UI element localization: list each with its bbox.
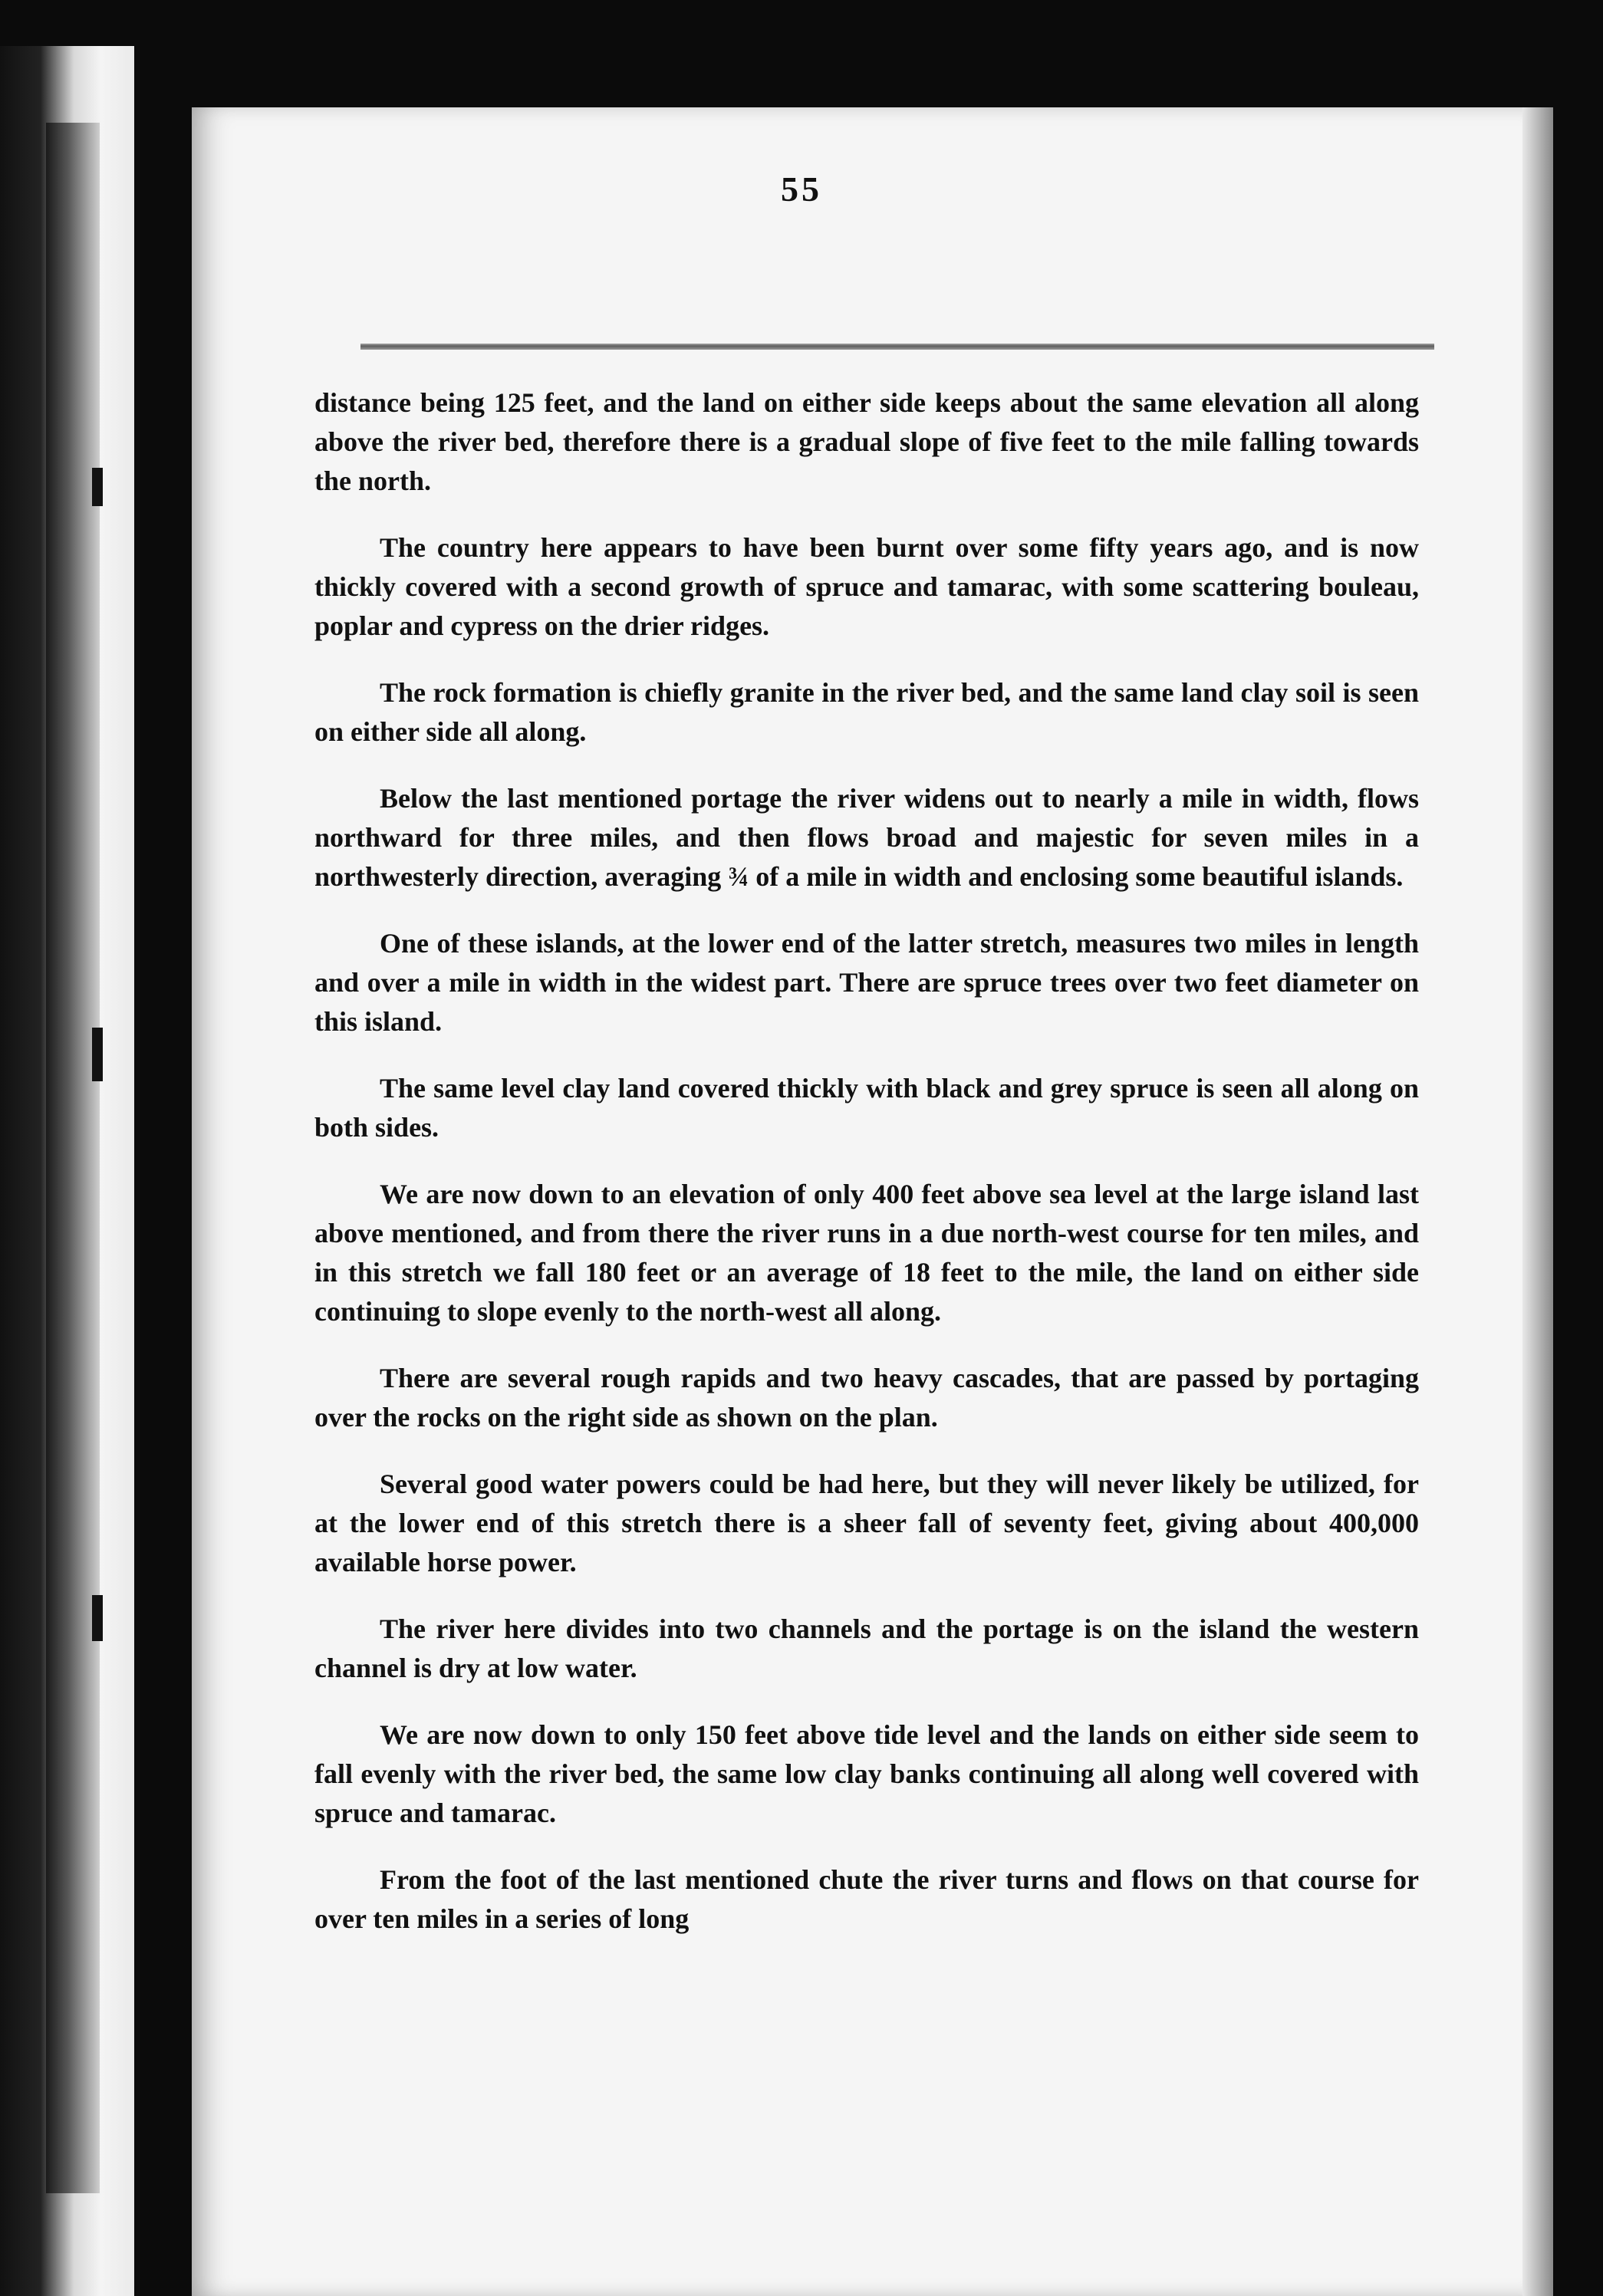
adjacent-page-edge	[46, 123, 100, 2193]
margin-mark	[92, 1595, 103, 1641]
paragraph: We are now down to only 150 feet above tide level and the lands on either side seem to fall evenly with the river bed, the same low clay banks continuing all along well covered with spruce and tamarac.	[314, 1719, 1419, 1828]
body-text	[314, 383, 1419, 1966]
margin-mark	[92, 1028, 103, 1081]
header-rule	[360, 344, 1434, 350]
page-number: 55	[781, 169, 822, 209]
paragraph: Several good water powers could be had here, but they will never likely be utilized, for at the lower end of this stretch there is a sheer fall of seventy feet, giving about 400,000 available horse power.	[314, 1469, 1419, 1577]
page-right-shadow	[1522, 107, 1553, 2296]
paragraph: We are now down to an elevation of only 400 feet above sea level at the large island last above mentioned, and from there the river runs in a due north-west course for ten miles, and in this stretch we fall 180 feet or an average of 18 feet to the mile, the land on either side continuing to slope evenly to the north-west all along.	[314, 1179, 1419, 1327]
paragraph: There are several rough rapids and two heavy cascades, that are passed by portaging over the rocks on the right side as shown on the plan.	[314, 1363, 1419, 1433]
paragraph: One of these islands, at the lower end of the latter stretch, measures two miles in length and over a mile in width in the widest part. There are spruce trees over two feet diameter on this island.	[314, 928, 1419, 1037]
paragraph: Below the last mentioned portage the river widens out to nearly a mile in width, flows northward for three miles, and then flows broad and majestic for seven miles in a northwesterly direction, averaging ¾ of a mile in width and enclosing some beautiful islands.	[314, 783, 1419, 892]
paragraph: The same level clay land covered thickly with black and grey spruce is seen all along on both sides.	[314, 1073, 1419, 1143]
paragraph: The river here divides into two channels and the portage is on the island the western channel is dry at low water.	[314, 1613, 1419, 1683]
paragraph: From the foot of the last mentioned chute the river turns and flows on that course for over ten miles in a series of long	[314, 1864, 1419, 1934]
margin-mark	[92, 468, 103, 506]
paragraph: The country here appears to have been burnt over some fifty years ago, and is now thickly covered with a second growth of spruce and tamarac, with some scattering bouleau, poplar and cypress on the drier ridges.	[314, 532, 1419, 641]
paragraph: The rock formation is chiefly granite in the river bed, and the same land clay soil is seen on either side all along.	[314, 677, 1419, 747]
paragraph: distance being 125 feet, and the land on either side keeps about the same elevation all along above the river bed, therefore there is a gradual slope of five feet to the mile falling towards the north.	[314, 387, 1419, 496]
